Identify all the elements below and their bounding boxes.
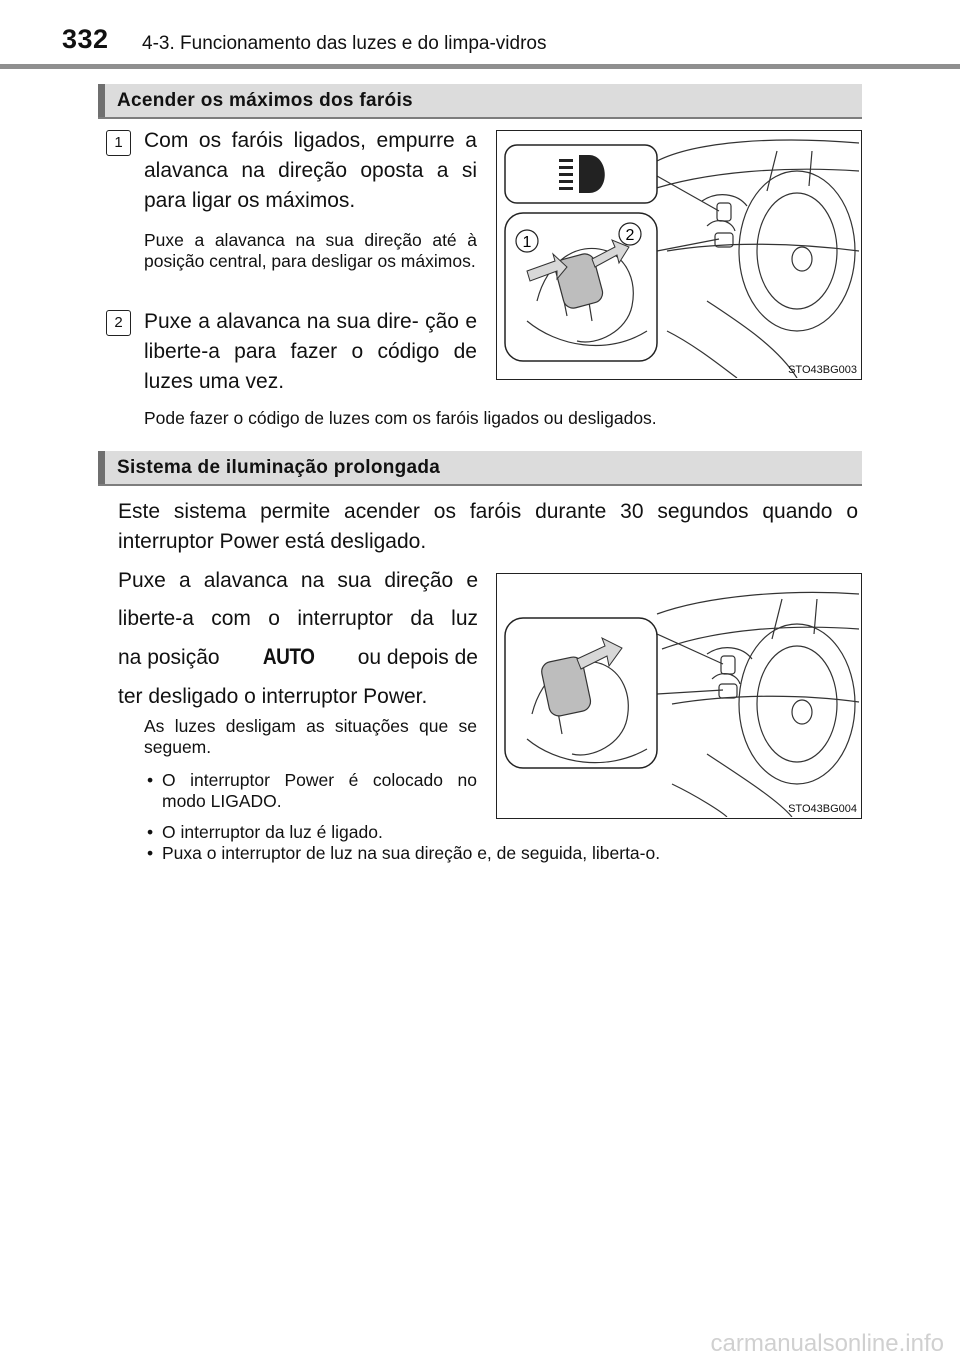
step-1-note: Puxe a alavanca na sua direção até à posição central, para desligar os máximos. (144, 230, 477, 271)
lever-illustration (497, 131, 860, 378)
instruction-paragraph (118, 566, 478, 712)
instruction-line-4: ter desligado o interruptor Power. (118, 685, 428, 708)
figure-high-beam-lever (496, 130, 862, 380)
watermark: carmanualsonline.info (710, 1330, 944, 1357)
flash-note: Pode fazer o código de luzes com os faróis ligados ou desligados. (144, 408, 657, 428)
section-heading-high-beam (98, 84, 862, 119)
conditions-list-wide (144, 822, 864, 864)
list-item: • O interruptor Power é colocado no modo LIGADO. (144, 770, 477, 812)
list-item: • Puxa o interruptor de luz na sua direção e, de seguida, liberta-o. (144, 843, 864, 864)
callout-1: 1 (522, 234, 532, 251)
section-heading-bar (98, 84, 105, 117)
step-1-badge: 1 (106, 130, 131, 156)
section-heading-bar (98, 451, 105, 484)
section-title: Sistema de iluminação prolongada (117, 457, 441, 478)
system-intro: Este sistema permite acender os faróis durante 30 segundos quando o interruptor Power está desligado. (118, 500, 858, 553)
section-heading-headlight-system (98, 451, 862, 486)
page-number: 332 (62, 24, 109, 54)
step-1-text: Com os faróis ligados, empurre a alavanca na direção oposta a si para ligar os máximos. (144, 129, 477, 212)
callout-2: 2 (625, 227, 635, 244)
list-item: • O interruptor da luz é ligado. (144, 822, 864, 843)
chapter-title: 4-3. Funcionamento das luzes e do limpa-vidros (142, 33, 547, 54)
figure-lever-pull (496, 573, 862, 819)
section-title: Acender os máximos dos faróis (117, 90, 413, 111)
instruction-line-2: liberte-a com o interruptor da luz (118, 607, 478, 630)
lever-pull-illustration (497, 574, 860, 817)
header-rule (0, 64, 960, 69)
instruction-line-1: Puxe a alavanca na sua direção e (118, 569, 478, 592)
instruction-post: ou depois de (357, 646, 478, 669)
auto-symbol: AUTO (262, 645, 315, 670)
figure-code: STO43BG004 (788, 803, 857, 815)
figure-code: STO43BG003 (788, 364, 857, 376)
conditions-note: As luzes desligam as situações que se seguem. (144, 716, 477, 757)
instruction-pre: na posição (118, 646, 220, 669)
step-2-text: Puxe a alavanca na sua dire- ção e liberte-a para fazer o código de luzes uma vez. (144, 310, 477, 393)
conditions-list-narrow (144, 770, 477, 812)
step-2-badge: 2 (106, 310, 131, 336)
instruction-line-3 (118, 643, 478, 673)
